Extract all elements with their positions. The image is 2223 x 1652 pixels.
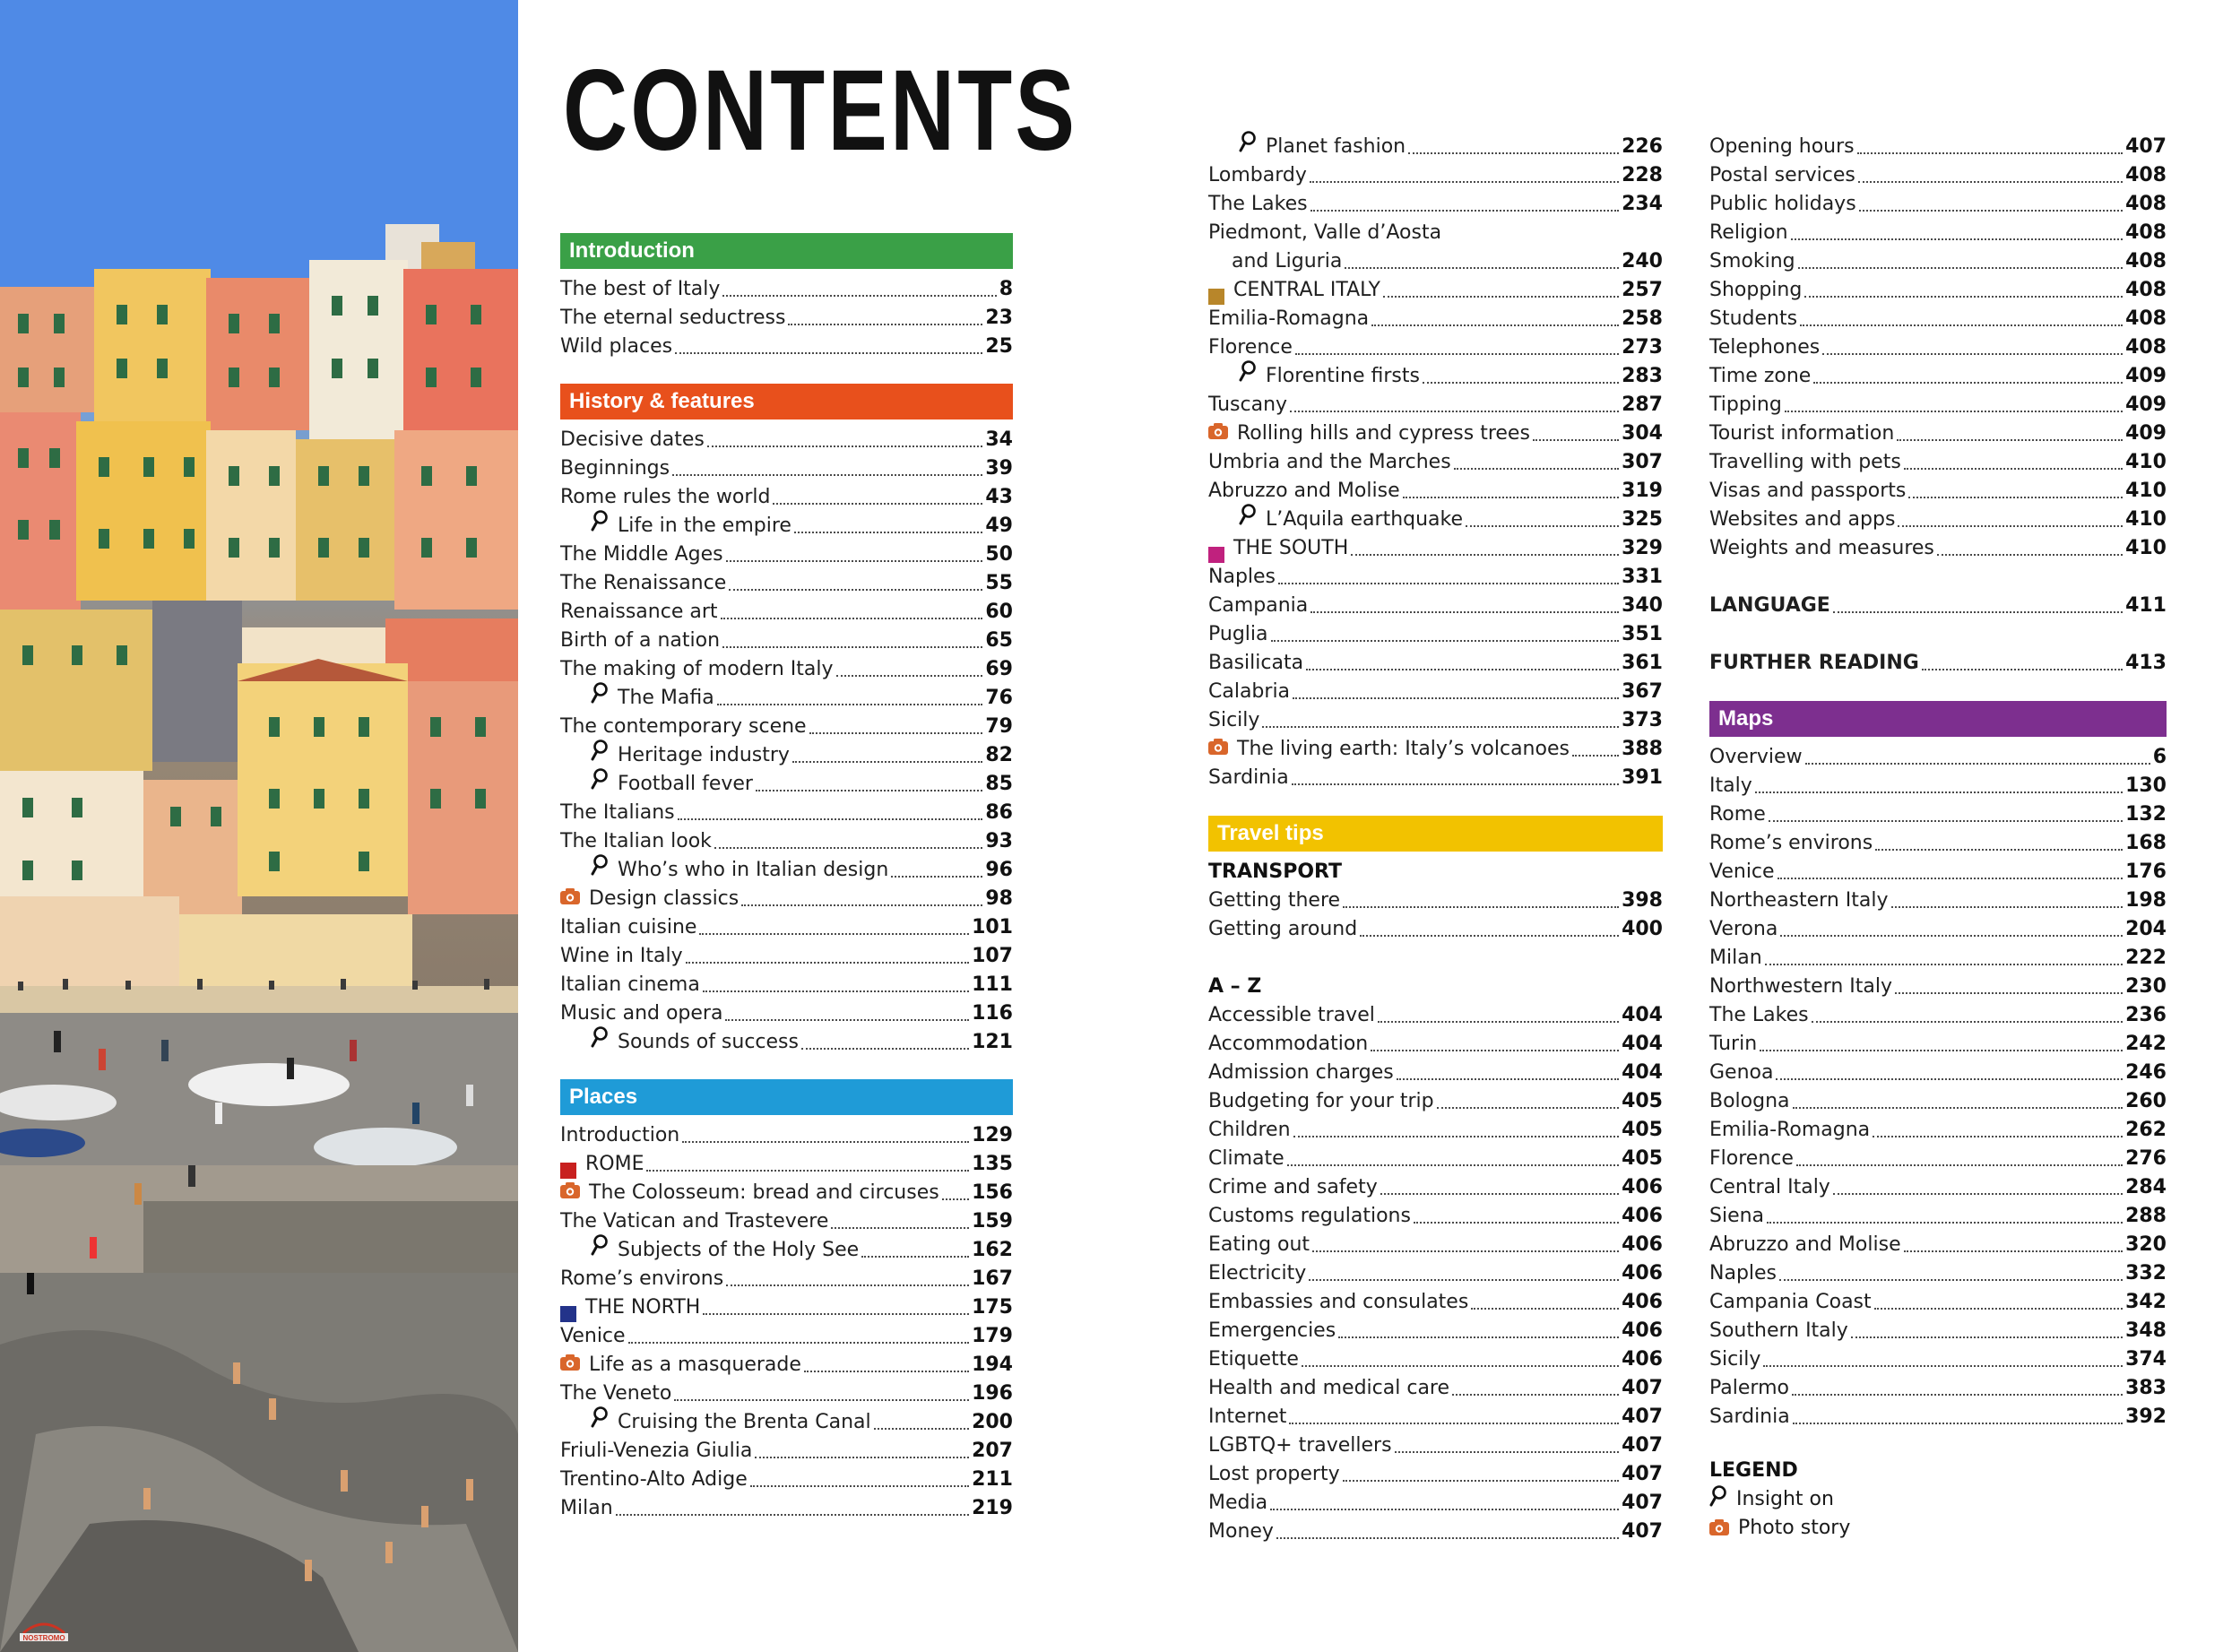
camera-icon	[560, 885, 580, 913]
places-continued-list	[1208, 133, 1663, 792]
toc-entry-rome-s-environs[interactable]: Rome’s environs 168	[1709, 832, 2167, 854]
magnifier-icon	[1239, 504, 1257, 534]
magnifier-icon	[1709, 1485, 1727, 1516]
region-square-icon	[560, 1163, 576, 1179]
region-square-icon	[560, 1306, 576, 1322]
toc-entry-florentine-firsts[interactable]: Florentine firsts 283	[1208, 362, 1663, 391]
toc-entry-trentino-alto-adige[interactable]: Trentino-Alto Adige 211	[560, 1468, 1013, 1491]
toc-entry-planet-fashion[interactable]: Planet fashion 226	[1208, 133, 1663, 161]
toc-entry-palermo[interactable]: Palermo 383	[1709, 1377, 2167, 1399]
toc-entry-the-italian-look[interactable]: The Italian look 93	[560, 830, 1013, 852]
toc-entry-venice[interactable]: Venice 176	[1709, 861, 2167, 883]
toc-entry-northwestern-italy[interactable]: Northwestern Italy 230	[1709, 975, 2167, 998]
toc-entry-abruzzo-and-molise[interactable]: Abruzzo and Molise 319	[1208, 480, 1663, 502]
toc-entry-shopping[interactable]: Shopping 408	[1709, 279, 2167, 301]
toc-entry-italian-cuisine[interactable]: Italian cuisine 101	[560, 916, 1013, 938]
contents-column-1	[560, 233, 1013, 1523]
toc-entry-visas-and-passports[interactable]: Visas and passports 410	[1709, 480, 2167, 502]
toc-entry-music-and-opera[interactable]: Music and opera 116	[560, 1002, 1013, 1025]
toc-entry-northeastern-italy[interactable]: Northeastern Italy 198	[1709, 889, 2167, 912]
toc-entry-beginnings[interactable]: Beginnings 39	[560, 457, 1013, 480]
toc-entry-tourist-information[interactable]: Tourist information 409	[1709, 422, 2167, 445]
toc-entry-money[interactable]: Money 407	[1208, 1520, 1663, 1543]
toc-entry-public-holidays[interactable]: Public holidays 408	[1709, 193, 2167, 215]
section-header-history-features: History & features	[560, 384, 1013, 419]
toc-entry-introduction[interactable]: Introduction 129	[560, 1124, 1013, 1146]
toc-entry-postal-services[interactable]: Postal services 408	[1709, 164, 2167, 186]
toc-entry-internet[interactable]: Internet 407	[1208, 1405, 1663, 1428]
toc-entry-emilia-romagna[interactable]: Emilia-Romagna 262	[1709, 1119, 2167, 1141]
toc-entry-basilicata[interactable]: Basilicata 361	[1208, 652, 1663, 674]
toc-entry-design-classics[interactable]: Design classics 98	[560, 885, 1013, 913]
toc-entry-milan[interactable]: Milan 219	[560, 1497, 1013, 1519]
toc-entry-lombardy[interactable]: Lombardy 228	[1208, 164, 1663, 186]
toc-entry-sardinia[interactable]: Sardinia 392	[1709, 1405, 2167, 1428]
toc-entry-the-middle-ages[interactable]: The Middle Ages 50	[560, 543, 1013, 566]
toc-entry-children[interactable]: Children 405	[1208, 1119, 1663, 1141]
toc-entry-sicily[interactable]: Sicily 374	[1709, 1348, 2167, 1371]
magnifier-icon	[1239, 131, 1257, 161]
toc-entry-football-fever[interactable]: Football fever 85	[560, 770, 1013, 799]
watermark-logo	[18, 1615, 70, 1648]
toc-entry-overview[interactable]: Overview 6	[1709, 746, 2167, 768]
toc-entry-the-making-of-modern-italy[interactable]: The making of modern Italy 69	[560, 658, 1013, 680]
history-list	[560, 426, 1013, 1057]
page-title: CONTENTS	[563, 47, 1078, 175]
toc-entry-telephones[interactable]: Telephones 408	[1709, 336, 2167, 359]
camera-icon	[1709, 1516, 1729, 1544]
region-square-icon	[1208, 289, 1224, 305]
toc-entry-renaissance-art[interactable]: Renaissance art 60	[560, 601, 1013, 623]
toc-entry-piedmont-valle-d-aosta[interactable]: Piedmont, Valle d’Aosta	[1208, 221, 1442, 244]
toc-entry-the-north[interactable]: THE NORTH 175	[560, 1293, 1013, 1322]
section-header-places: Places	[560, 1079, 1013, 1115]
toc-entry-health-and-medical-care[interactable]: Health and medical care 407	[1208, 1377, 1663, 1399]
toc-entry-birth-of-a-nation[interactable]: Birth of a nation 65	[560, 629, 1013, 652]
toc-entry-rome-rules-the-world[interactable]: Rome rules the world 43	[560, 486, 1013, 508]
toc-entry-travelling-with-pets[interactable]: Travelling with pets 410	[1709, 451, 2167, 473]
camera-icon	[560, 1351, 580, 1380]
toc-entry-southern-italy[interactable]: Southern Italy 348	[1709, 1319, 2167, 1342]
toc-entry-naples[interactable]: Naples 331	[1208, 566, 1663, 588]
toc-entry-friuli-venezia-giulia[interactable]: Friuli-Venezia Giulia 207	[560, 1440, 1013, 1462]
toc-entry-the-vatican-and-trastevere[interactable]: The Vatican and Trastevere 159	[560, 1210, 1013, 1233]
toc-entry-emilia-romagna[interactable]: Emilia-Romagna 258	[1208, 307, 1663, 330]
magnifier-icon	[1239, 360, 1257, 391]
toc-entry-campania-coast[interactable]: Campania Coast 342	[1709, 1291, 2167, 1313]
toc-entry-students[interactable]: Students 408	[1709, 307, 2167, 330]
toc-entry-the-italians[interactable]: The Italians 86	[560, 801, 1013, 824]
toc-entry-the-renaissance[interactable]: The Renaissance 55	[560, 572, 1013, 594]
magnifier-icon	[591, 510, 609, 541]
toc-entry-sicily[interactable]: Sicily 373	[1208, 709, 1663, 731]
toc-entry-the-living-earth-italy-s-volcanoes[interactable]: The living earth: Italy’s volcanoes 388	[1208, 735, 1663, 764]
toc-entry-the-eternal-seductress[interactable]: The eternal seductress 23	[560, 307, 1013, 329]
legend-heading: LEGEND	[1709, 1459, 1798, 1482]
maps-list	[1709, 743, 2167, 1431]
toc-entry-genoa[interactable]: Genoa 246	[1709, 1061, 2167, 1084]
toc-entry-and-liguria[interactable]: and Liguria 240	[1232, 250, 1663, 272]
transport-list	[1208, 887, 1663, 944]
toc-entry-budgeting-for-your-trip[interactable]: Budgeting for your trip 405	[1208, 1090, 1663, 1112]
toc-entry-subjects-of-the-holy-see[interactable]: Subjects of the Holy See 162	[560, 1236, 1013, 1265]
toc-entry-heritage-industry[interactable]: Heritage industry 82	[560, 741, 1013, 770]
toc-entry-venice[interactable]: Venice 179	[560, 1325, 1013, 1347]
region-square-icon	[1208, 547, 1224, 563]
toc-entry-getting-around[interactable]: Getting around 400	[1208, 918, 1663, 940]
toc-entry-the-lakes[interactable]: The Lakes 234	[1208, 193, 1663, 215]
toc-entry-rome-s-environs[interactable]: Rome’s environs 167	[560, 1267, 1013, 1290]
toc-entry-puglia[interactable]: Puglia 351	[1208, 623, 1663, 645]
contents-column-2	[1208, 133, 1663, 1546]
toc-entry-getting-there[interactable]: Getting there 398	[1208, 889, 1663, 912]
toc-entry-italy[interactable]: Italy 130	[1709, 774, 2167, 797]
toc-entry-life-as-a-masquerade[interactable]: Life as a masquerade 194	[560, 1351, 1013, 1380]
toc-entry-central-italy[interactable]: Central Italy 284	[1709, 1176, 2167, 1198]
magnifier-icon	[591, 682, 609, 713]
toc-entry-the-south[interactable]: THE SOUTH 329	[1208, 534, 1663, 563]
a-z-continued-list	[1709, 133, 2167, 563]
legend-insight: Insight on	[1709, 1485, 2167, 1514]
toc-entry-weights-and-measures[interactable]: Weights and measures 410	[1709, 537, 2167, 559]
toc-entry-wine-in-italy[interactable]: Wine in Italy 107	[560, 945, 1013, 967]
toc-entry-the-contemporary-scene[interactable]: The contemporary scene 79	[560, 715, 1013, 738]
toc-entry-tuscany[interactable]: Tuscany 287	[1208, 394, 1663, 416]
svg-text:NOSTROMO: NOSTROMO	[22, 1634, 65, 1642]
a-z-heading: A – Z	[1208, 975, 1262, 998]
toc-entry-further-reading[interactable]: FURTHER READING 413	[1709, 652, 2167, 674]
toc-entry-the-mafia[interactable]: The Mafia 76	[560, 684, 1013, 713]
toc-entry-milan[interactable]: Milan 222	[1709, 947, 2167, 969]
toc-entry-the-lakes[interactable]: The Lakes 236	[1709, 1004, 2167, 1026]
magnifier-icon	[591, 854, 609, 885]
toc-entry-umbria-and-the-marches[interactable]: Umbria and the Marches 307	[1208, 451, 1663, 473]
toc-entry-time-zone[interactable]: Time zone 409	[1709, 365, 2167, 387]
toc-entry-italian-cinema[interactable]: Italian cinema 111	[560, 973, 1013, 996]
toc-entry-campania[interactable]: Campania 340	[1208, 594, 1663, 617]
toc-entry-rome[interactable]: ROME 135	[560, 1150, 1013, 1179]
places-list	[560, 1121, 1013, 1523]
toc-entry-emergencies[interactable]: Emergencies 406	[1208, 1319, 1663, 1342]
section-header-maps: Maps	[1709, 701, 2167, 737]
toc-entry-tipping[interactable]: Tipping 409	[1709, 394, 2167, 416]
toc-entry-admission-charges[interactable]: Admission charges 404	[1208, 1061, 1663, 1084]
toc-entry-bologna[interactable]: Bologna 260	[1709, 1090, 2167, 1112]
toc-entry-l-aquila-earthquake[interactable]: L’Aquila earthquake 325	[1208, 506, 1663, 534]
toc-entry-websites-and-apps[interactable]: Websites and apps 410	[1709, 508, 2167, 531]
toc-entry-accessible-travel[interactable]: Accessible travel 404	[1208, 1004, 1663, 1026]
toc-entry-crime-and-safety[interactable]: Crime and safety 406	[1208, 1176, 1663, 1198]
toc-entry-customs-regulations[interactable]: Customs regulations 406	[1208, 1205, 1663, 1227]
toc-entry-rolling-hills-and-cypress-trees[interactable]: Rolling hills and cypress trees 304	[1208, 419, 1663, 448]
toc-entry-rome[interactable]: Rome 132	[1709, 803, 2167, 826]
village-illustration	[0, 0, 518, 1652]
toc-entry-naples[interactable]: Naples 332	[1709, 1262, 2167, 1284]
toc-entry-the-colosseum-bread-and-circuses[interactable]: The Colosseum: bread and circuses 156	[560, 1179, 1013, 1207]
toc-entry-sounds-of-success[interactable]: Sounds of success 121	[560, 1028, 1013, 1057]
toc-entry-calabria[interactable]: Calabria 367	[1208, 680, 1663, 703]
a-z-list	[1208, 1001, 1663, 1546]
contents-column-3	[1709, 133, 2167, 1543]
camera-icon	[1208, 735, 1228, 764]
legend-photo-story: Photo story	[1709, 1514, 2167, 1543]
introduction-list	[560, 275, 1013, 361]
cover-photo-cinque-terre	[0, 0, 518, 1652]
section-header-introduction: Introduction	[560, 233, 1013, 269]
transport-heading: TRANSPORT	[1208, 861, 1343, 883]
toc-entry-lgbtq-travellers[interactable]: LGBTQ+ travellers 407	[1208, 1434, 1663, 1457]
magnifier-icon	[591, 768, 609, 799]
toc-entry-abruzzo-and-molise[interactable]: Abruzzo and Molise 320	[1709, 1233, 2167, 1256]
toc-entry-media[interactable]: Media 407	[1208, 1492, 1663, 1514]
magnifier-icon	[591, 1406, 609, 1437]
toc-entry-wild-places[interactable]: Wild places 25	[560, 335, 1013, 358]
toc-entry-cruising-the-brenta-canal[interactable]: Cruising the Brenta Canal 200	[560, 1408, 1013, 1437]
toc-entry-life-in-the-empire[interactable]: Life in the empire 49	[560, 512, 1013, 541]
toc-entry-electricity[interactable]: Electricity 406	[1208, 1262, 1663, 1284]
toc-entry-florence[interactable]: Florence 276	[1709, 1147, 2167, 1170]
toc-entry-lost-property[interactable]: Lost property 407	[1208, 1463, 1663, 1485]
toc-entry-the-veneto[interactable]: The Veneto 196	[560, 1382, 1013, 1405]
magnifier-icon	[591, 740, 609, 770]
toc-entry-eating-out[interactable]: Eating out 406	[1208, 1233, 1663, 1256]
toc-entry-religion[interactable]: Religion 408	[1709, 221, 2167, 244]
toc-entry-siena[interactable]: Siena 288	[1709, 1205, 2167, 1227]
toc-entry-etiquette[interactable]: Etiquette 406	[1208, 1348, 1663, 1371]
toc-entry-opening-hours[interactable]: Opening hours 407	[1709, 135, 2167, 158]
toc-entry-decisive-dates[interactable]: Decisive dates 34	[560, 428, 1013, 451]
camera-icon	[560, 1179, 580, 1207]
toc-entry-smoking[interactable]: Smoking 408	[1709, 250, 2167, 272]
magnifier-icon	[591, 1234, 609, 1265]
language-entry-list	[1709, 592, 2167, 620]
toc-entry-climate[interactable]: Climate 405	[1208, 1147, 1663, 1170]
further-reading-entry-list	[1709, 649, 2167, 678]
toc-entry-language[interactable]: LANGUAGE 411	[1709, 594, 2167, 617]
toc-entry-turin[interactable]: Turin 242	[1709, 1033, 2167, 1055]
magnifier-icon	[591, 1026, 609, 1057]
toc-entry-sardinia[interactable]: Sardinia 391	[1208, 766, 1663, 789]
toc-entry-the-best-of-italy[interactable]: The best of Italy 8	[560, 278, 1013, 300]
section-header-travel-tips: Travel tips	[1208, 816, 1663, 852]
toc-entry-central-italy[interactable]: CENTRAL ITALY 257	[1208, 276, 1663, 305]
toc-entry-who-s-who-in-italian-design[interactable]: Who’s who in Italian design 96	[560, 856, 1013, 885]
toc-entry-verona[interactable]: Verona 204	[1709, 918, 2167, 940]
toc-entry-embassies-and-consulates[interactable]: Embassies and consulates 406	[1208, 1291, 1663, 1313]
toc-entry-florence[interactable]: Florence 273	[1208, 336, 1663, 359]
toc-entry-accommodation[interactable]: Accommodation 404	[1208, 1033, 1663, 1055]
camera-icon	[1208, 419, 1228, 448]
